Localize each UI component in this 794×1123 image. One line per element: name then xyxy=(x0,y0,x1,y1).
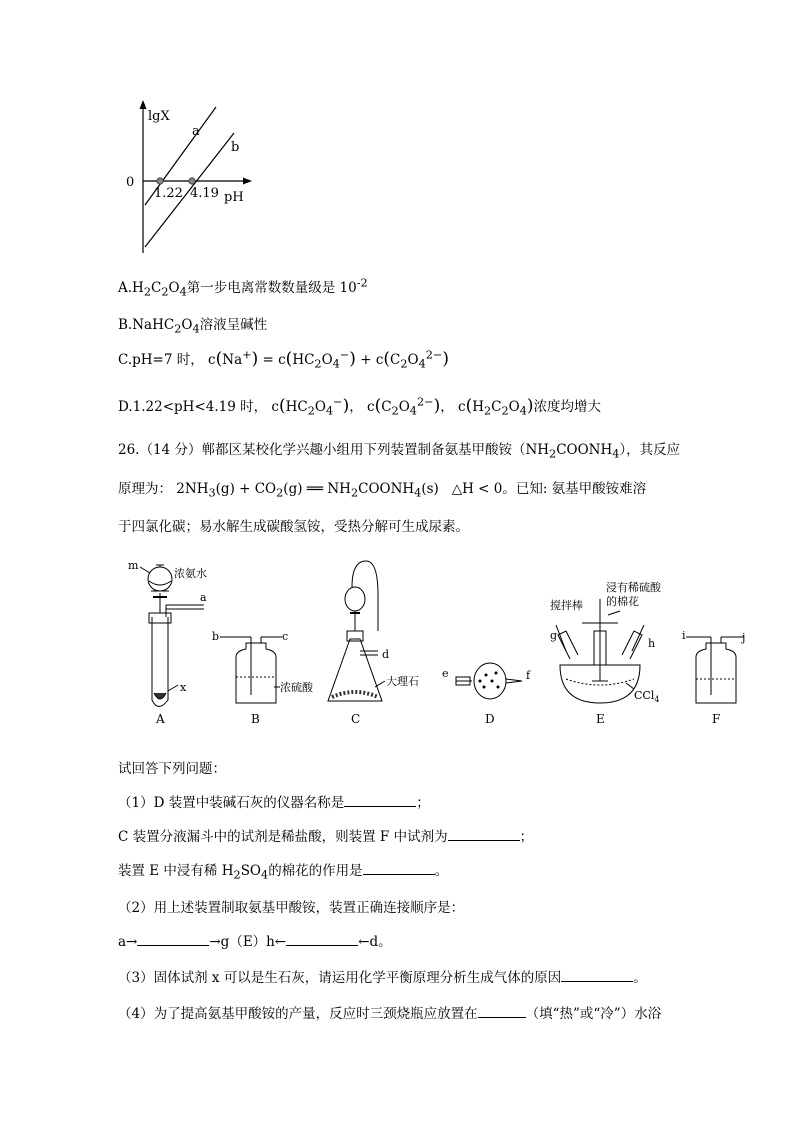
answer-blank-1c[interactable] xyxy=(363,862,435,875)
label-conc-h2so4: 浓硫酸 xyxy=(280,681,313,694)
label-apparatus-c: C xyxy=(351,712,361,726)
label-i: i xyxy=(682,629,686,642)
origin-label: 0 xyxy=(126,175,135,190)
apparatus-b xyxy=(220,637,282,703)
point-1-22 xyxy=(157,178,163,184)
label-stir-rod: 搅拌棒 xyxy=(550,599,583,612)
apparatus-d xyxy=(456,663,522,699)
question-2: （2）用上述装置制取氨基甲酸铵，装置正确连接顺序是： xyxy=(118,900,465,916)
answer-blank-3[interactable] xyxy=(561,969,633,982)
apparatus-e xyxy=(556,599,644,703)
q26-line1: 26.（14 分）郸都区某校化学兴趣小组用下列装置制备氨基甲酸铵$(NH_2COONH_4)$，其反应 xyxy=(118,442,681,461)
answer-blank-1a[interactable] xyxy=(344,794,416,807)
label-m: m xyxy=(128,559,139,572)
answer-blank-1b[interactable] xyxy=(448,828,520,841)
label-d: d xyxy=(382,648,390,661)
label-cotton-1: 浸有稀硫酸 xyxy=(606,581,661,594)
option-d: D.1.22<pH<4.19 时， $c(HC_2O_4^-)$， $c(C_2O_4^{2-})$， $c(H_2C_2O_4)$浓度均增大 xyxy=(118,395,602,418)
answer-blank-4[interactable] xyxy=(478,1005,526,1018)
label-a: a xyxy=(200,591,207,604)
label-f: f xyxy=(526,669,531,682)
point-2-label: 4.19 xyxy=(190,186,219,201)
x-axis-arrow xyxy=(243,178,252,185)
q26-line3: 于四氯化碳；易水解生成碳酸氢铵，受热分解可生成尿素。 xyxy=(118,519,469,535)
apparatus-figure xyxy=(120,555,760,735)
label-apparatus-f: F xyxy=(712,712,721,726)
line-b-label: b xyxy=(231,140,240,155)
option-c: C.pH=7 时， $c(Na^+) = c(HC_2O_4^-) + c(C_2O_4^{2-})$ xyxy=(118,348,450,371)
answer-blank-2a[interactable] xyxy=(137,933,209,946)
apparatus-c xyxy=(328,561,385,701)
label-c: c xyxy=(282,630,289,643)
apparatus-a xyxy=(140,565,204,707)
question-4: （4）为了提高氨基甲酸铵的产量，反应时三颈烧瓶应放置在 （填“热”或“冷”）水浴 xyxy=(118,1006,662,1022)
label-b: b xyxy=(212,630,220,643)
point-4-19 xyxy=(189,178,195,184)
question-1a: （1）D 装置中装碱石灰的仪器名称是 ； xyxy=(118,795,430,811)
option-a: $A.H_2C_2O_4$第一步电离常数数量级是 $10^{-2}$ xyxy=(118,276,368,299)
label-marble: 大理石 xyxy=(386,675,419,688)
answer-blank-2b[interactable] xyxy=(286,933,358,946)
y-axis-label: lgX xyxy=(148,109,170,124)
question-1b: C 装置分液漏斗中的试剂是稀盐酸，则装置 F 中试剂为 ； xyxy=(118,829,534,845)
apparatus-f xyxy=(686,637,744,703)
option-b: $B.NaHC_2O_4$溶液呈碱性 xyxy=(118,317,268,336)
label-apparatus-b: B xyxy=(251,712,260,726)
label-h: h xyxy=(648,637,656,650)
label-g: g xyxy=(550,629,558,642)
label-conc-ammonia: 浓氨水 xyxy=(174,567,207,580)
q26-line2: 原理为： $2NH_3(g) + CO_2(g)$ ══ $NH_2COONH_4(s)$ △H < 0。已知: 氨基甲酸铵难溶 xyxy=(118,481,647,500)
y-axis-arrow xyxy=(140,100,147,109)
questions-intro: 试回答下列问题： xyxy=(118,761,226,777)
question-1c: 装置 E 中浸有稀 $H_2SO_4$的棉花的作用是 。 xyxy=(118,863,449,882)
label-ccl4: CCl$_4$ xyxy=(634,689,660,704)
label-apparatus-a: A xyxy=(156,712,165,726)
x-axis-label: pH xyxy=(224,190,244,205)
label-apparatus-d: D xyxy=(485,712,495,726)
label-cotton-2: 的棉花 xyxy=(606,595,639,608)
label-apparatus-e: E xyxy=(596,712,605,726)
label-j: j xyxy=(742,631,746,644)
label-e: e xyxy=(442,667,449,680)
lgx-ph-graph xyxy=(118,95,258,255)
question-3: （3）固体试剂 x 可以是生石灰，请运用化学平衡原理分析生成气体的原因 。 xyxy=(118,970,647,986)
question-2-chain: a→ →g（E）h← ←d。 xyxy=(118,934,392,950)
line-a-label: a xyxy=(192,124,200,139)
point-1-label: 1.22 xyxy=(154,186,183,201)
label-x: x xyxy=(180,681,187,694)
